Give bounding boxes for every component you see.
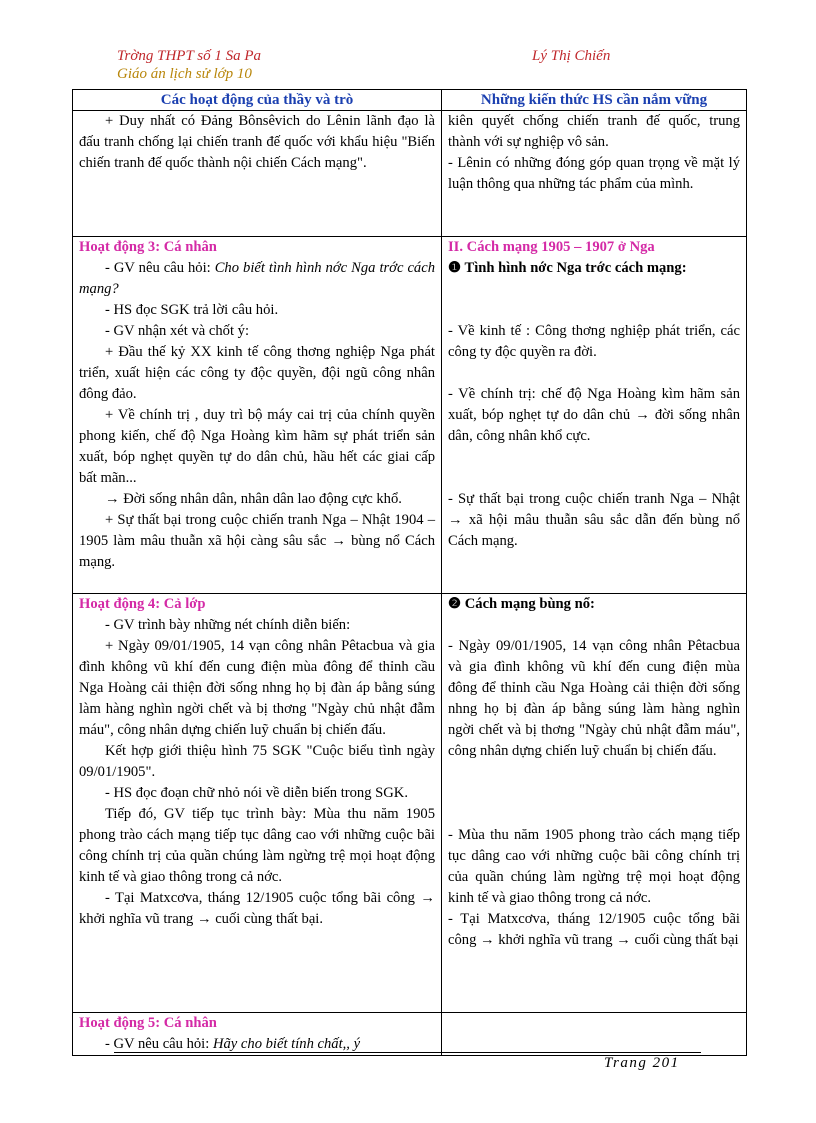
row4-left bbox=[73, 1013, 442, 1056]
row2-left-p5: → Đời sống nhân dân, nhân dân lao động cực khổ. bbox=[105, 491, 402, 507]
row4-right bbox=[442, 1013, 747, 1056]
row2-left-p4: + Về chính trị , duy trì bộ máy cai trị của chính quyền phong kiến, chế độ Nga Hoàng kìm hãm sự phát triển sản xuất, bóp nghẹt quyền tự do dân chủ, hầu hết các giai cấp bất mãn... bbox=[79, 407, 435, 486]
row3-left-p3: Kết hợp giới thiệu hình 75 SGK "Cuộc biểu tình ngày 09/01/1905". bbox=[79, 743, 435, 780]
footer-divider bbox=[114, 1052, 701, 1053]
subsection-2-heading: ❷ Cách mạng bùng nổ: bbox=[448, 596, 595, 612]
lesson-subtitle: Giáo án lịch sử lớp 10 bbox=[117, 66, 252, 82]
row1-right bbox=[442, 111, 747, 237]
row1-left-p1: + Duy nhất có Đảng Bônsêvich do Lênin lãnh đạo là đấu tranh chống lại chiến tranh đế quốc với khẩu hiệu "Biến chiến tranh đế quốc thành nội chiến Cách mạng". bbox=[79, 113, 435, 171]
row3-right bbox=[442, 594, 747, 1013]
row4-question-prefix: - GV nêu câu hỏi: bbox=[105, 1036, 213, 1052]
table-row bbox=[73, 237, 747, 594]
row2-right-p2: - Về chính trị: chế độ Nga Hoàng kìm hãm sản xuất, bóp nghẹt tự do dân chủ → đời sống nhân dân, công nhân khổ cực. bbox=[448, 386, 740, 444]
author-name: Lý Thị Chiến bbox=[532, 48, 611, 64]
table-row bbox=[73, 111, 747, 237]
row2-left-p1: - HS đọc SGK trả lời câu hỏi. bbox=[105, 302, 279, 318]
col1-header: Các hoạt động của thầy và trò bbox=[73, 90, 442, 111]
row3-left-p6: - Tại Matxcơva, tháng 12/1905 cuộc tổng bãi công → khởi nghĩa vũ trang → cuối cùng thất bại. bbox=[79, 890, 435, 927]
activity-5-heading: Hoạt động 5: Cá nhân bbox=[79, 1015, 217, 1031]
row2-question-prefix: - GV nêu câu hỏi: bbox=[105, 260, 215, 276]
row2-left bbox=[73, 237, 442, 594]
row1-right-p2: - Lênin có những đóng góp quan trọng về mặt lý luận thông qua những tác phẩm của mình. bbox=[448, 155, 740, 192]
school-name: Trờng THPT số 1 Sa Pa bbox=[117, 48, 262, 64]
activity-3-heading: Hoạt động 3: Cá nhân bbox=[79, 239, 217, 255]
row2-question bbox=[79, 258, 435, 300]
section-ii-heading: II. Cách mạng 1905 – 1907 ở Nga bbox=[448, 239, 655, 255]
row4-question-text: Hãy cho biết tính chất,, ý bbox=[212, 1036, 361, 1052]
row3-left-p5: Tiếp đó, GV tiếp tục trình bày: Mùa thu năm 1905 phong trào cách mạng tiếp tục dâng cao với những cuộc bãi công chính trị của quần chúng làm ngừng trệ mọi hoạt động kinh tế và giao thông trong cả nớc. bbox=[79, 806, 435, 885]
row1-left bbox=[73, 111, 442, 237]
subsection-1-heading: ❶ Tình hình nớc Nga trớc cách mạng: bbox=[448, 260, 687, 276]
row2-right-p1: - Về kinh tế : Công thơng nghiệp phát triển, các công ty độc quyền ra đời. bbox=[448, 323, 740, 360]
row3-right-p3: - Tại Matxcơva, tháng 12/1905 cuộc tổng bãi công → khởi nghĩa vũ trang → cuối cùng thất bại bbox=[448, 911, 740, 948]
table-header-row bbox=[73, 90, 747, 111]
row3-left-p2: + Ngày 09/01/1905, 14 vạn công nhân Pêtacbua và gia đình không vũ khí đến cung điện mùa đông để thỉnh cầu Nga Hoàng cải thiện đời sống nhng họ bị đàn áp bằng súng làm hàng nghìn ngời chết và bị thơng "Ngày chủ nhật đẫm máu", công nhân dựng chiến luỹ chuẩn bị chiến đấu. bbox=[79, 638, 435, 738]
row2-left-p6: + Sự thất bại trong cuộc chiến tranh Nga – Nhật 1904 – 1905 làm mâu thuẫn xã hội càng sâu sắc → bùng nổ Cách mạng. bbox=[79, 512, 435, 570]
row2-left-p3: + Đầu thế kỷ XX kinh tế công thơng nghiệp Nga phát triển, xuất hiện các công ty độc quyền, đội ngũ công nhân đông đảo. bbox=[79, 344, 435, 402]
row3-left bbox=[73, 594, 442, 1013]
page-number: Trang 201 bbox=[604, 1055, 680, 1071]
row1-right-p1: kiên quyết chống chiến tranh đế quốc, trung thành với sự nghiệp vô sản. bbox=[448, 113, 740, 150]
row3-right-p2: - Mùa thu năm 1905 phong trào cách mạng tiếp tục dâng cao với những cuộc bãi công chính trị của quần chúng làm ngừng trệ mọi hoạt động kinh tế và giao thông trong cả nớc. bbox=[448, 827, 740, 906]
col2-header: Những kiến thức HS cần nắm vững bbox=[442, 90, 747, 111]
table-row bbox=[73, 1013, 747, 1056]
row3-right-p1: - Ngày 09/01/1905, 14 vạn công nhân Pêtacbua và gia đình không vũ khí đến cung điện mùa đông để thỉnh cầu Nga Hoàng cải thiện đời sống nhng họ bị đàn áp bằng súng làm hàng nghìn ngời chết và bị thơng "Ngày chủ nhật đẫm máu", công nhân dựng chiến luỹ chuẩn bị chiến đấu. bbox=[448, 638, 740, 759]
row2-left-p2: - GV nhận xét và chốt ý: bbox=[105, 323, 250, 339]
activity-4-heading: Hoạt động 4: Cả lớp bbox=[79, 596, 206, 612]
row2-right bbox=[442, 237, 747, 594]
lesson-table bbox=[72, 89, 747, 1056]
row3-left-p1: - GV trình bày những nét chính diễn biến: bbox=[105, 617, 351, 633]
table-row bbox=[73, 594, 747, 1013]
row3-left-p4: - HS đọc đoạn chữ nhỏ nói về diễn biến trong SGK. bbox=[105, 785, 408, 801]
row2-question-text: Cho biết tình hình nớc Nga trớc cách mạng? bbox=[79, 260, 435, 297]
row2-right-p3: - Sự thất bại trong cuộc chiến tranh Nga – Nhật → xã hội mâu thuẫn sâu sắc dẫn đến bùng nổ Cách mạng. bbox=[448, 491, 740, 549]
